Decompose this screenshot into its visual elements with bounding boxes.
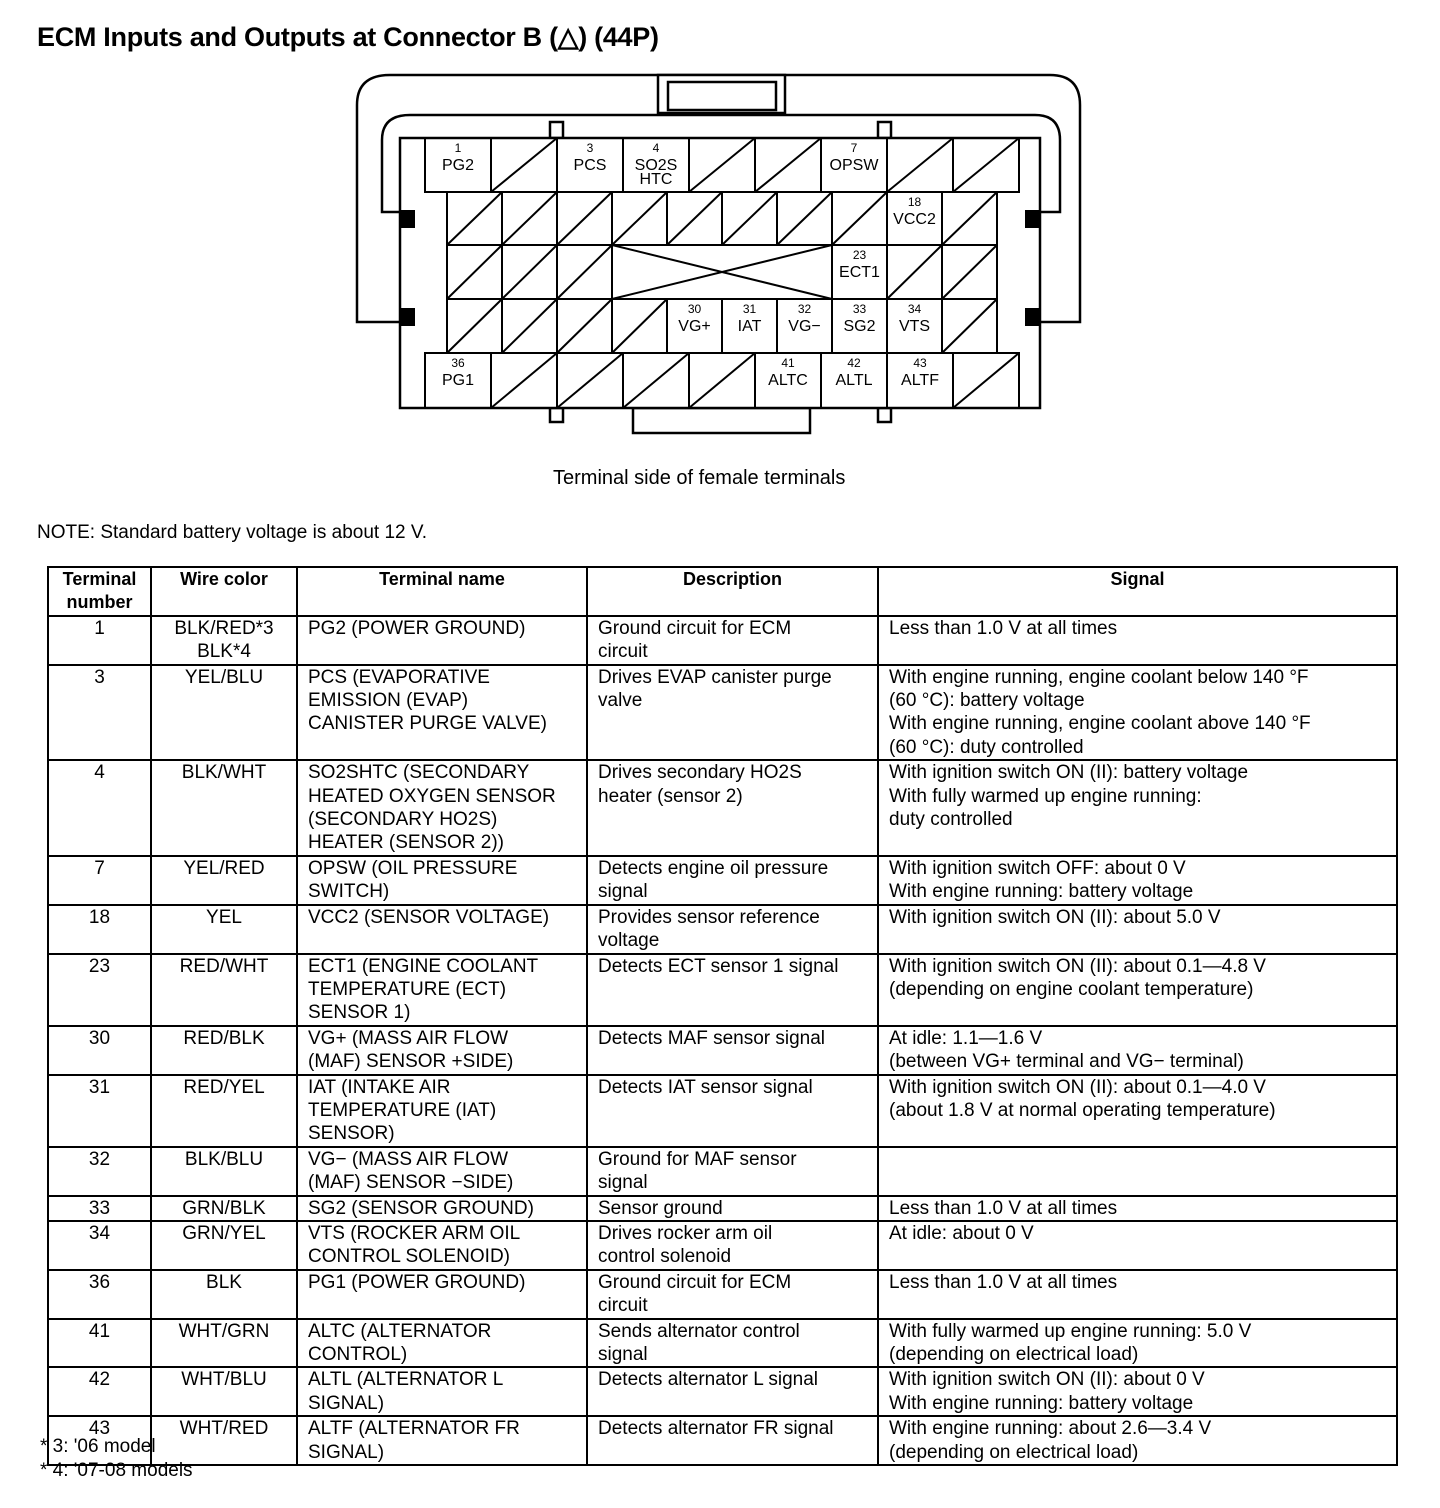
connector-bottom-tab — [633, 408, 810, 433]
description: Drives rocker arm oil control solenoid — [587, 1221, 878, 1270]
terminal-name: VTS (ROCKER ARM OIL CONTROL SOLENOID) — [297, 1221, 587, 1270]
table-header-row — [48, 567, 1397, 616]
terminal-signal-label: PG1 — [441, 372, 475, 389]
terminal-signal-label: ALTF — [901, 372, 939, 389]
wire-color: RED/BLK — [151, 1026, 297, 1075]
wire-color: WHT/BLU — [151, 1367, 297, 1416]
signal: With engine running, engine coolant below 140 °F (60 °C): battery voltage With engine running, engine coolant above 140 °F (60 °C): duty controlled — [878, 665, 1397, 761]
description: Detects ECT sensor 1 signal — [587, 954, 878, 1026]
signal: With ignition switch ON (II): about 0 V With engine running: battery voltage — [878, 1367, 1397, 1416]
table-row — [48, 1075, 1397, 1147]
table-row — [48, 1026, 1397, 1075]
terminal-signal-label: PG2 — [441, 157, 475, 174]
wire-color: RED/WHT — [151, 954, 297, 1026]
wire-color: GRN/YEL — [151, 1221, 297, 1270]
description: Ground for MAF sensor signal — [587, 1147, 878, 1196]
description: Sensor ground — [587, 1196, 878, 1221]
terminal-name: SG2 (SENSOR GROUND) — [297, 1196, 587, 1221]
wire-color: WHT/RED — [151, 1416, 297, 1465]
terminal-number-label: 7 — [850, 141, 858, 155]
signal: Less than 1.0 V at all times — [878, 1196, 1397, 1221]
wire-color: BLK/BLU — [151, 1147, 297, 1196]
terminal-number: 3 — [48, 665, 151, 761]
header-terminal-name: Terminal name — [297, 567, 587, 616]
note: NOTE: Standard battery voltage is about 12 V. — [37, 522, 428, 543]
description: Ground circuit for ECM circuit — [587, 1270, 878, 1319]
terminal-name: PG1 (POWER GROUND) — [297, 1270, 587, 1319]
table-row — [48, 760, 1397, 856]
terminal-signal-label: PCS — [573, 157, 607, 174]
terminal-number: 18 — [48, 905, 151, 954]
description: Sends alternator control signal — [587, 1319, 878, 1368]
signal: With engine running: about 2.6—3.4 V (depending on electrical load) — [878, 1416, 1397, 1465]
terminal-signal-label: VG− — [788, 318, 821, 335]
terminal-signal-label: VG+ — [678, 318, 711, 335]
terminal-name: ECT1 (ENGINE COOLANT TEMPERATURE (ECT) SENSOR 1) — [297, 954, 587, 1026]
footnote-3: * 3: '06 model — [40, 1436, 156, 1457]
terminal-signal-label: ALTC — [768, 372, 808, 389]
table-row — [48, 1367, 1397, 1416]
connector-top-latch — [658, 75, 785, 113]
table-row — [48, 1416, 1397, 1465]
terminal-name: OPSW (OIL PRESSURE SWITCH) — [297, 856, 587, 905]
description: Detects engine oil pressure signal — [587, 856, 878, 905]
terminal-number: 32 — [48, 1147, 151, 1196]
description: Drives EVAP canister purge valve — [587, 665, 878, 761]
terminal-name: SO2SHTC (SECONDARY HEATED OXYGEN SENSOR (SECONDARY HO2S) HEATER (SENSOR 2)) — [297, 760, 587, 856]
terminal-number-label: 42 — [847, 356, 861, 370]
table-row — [48, 1196, 1397, 1221]
terminal-signal-label: VCC2 — [893, 211, 936, 228]
terminal-number-label: 36 — [451, 356, 465, 370]
terminal-number-label: 34 — [907, 302, 922, 316]
wire-color: BLK/WHT — [151, 760, 297, 856]
terminal-number: 1 — [48, 616, 151, 665]
terminal-name: ALTF (ALTERNATOR FR SIGNAL) — [297, 1416, 587, 1465]
terminal-number-label: 18 — [907, 195, 922, 209]
description: Detects alternator FR signal — [587, 1416, 878, 1465]
terminal-name: PG2 (POWER GROUND) — [297, 616, 587, 665]
page-title: ECM Inputs and Outputs at Connector B (△) (44P) — [37, 22, 659, 52]
terminal-signal-label: SO2S — [634, 157, 678, 174]
description: Ground circuit for ECM circuit — [587, 616, 878, 665]
terminal-number: 4 — [48, 760, 151, 856]
terminal-number-label: 41 — [781, 356, 795, 370]
terminal-signal-label: ECT1 — [839, 264, 880, 281]
header-wire-color: Wire color — [151, 567, 297, 616]
signal: With ignition switch ON (II): about 5.0 V — [878, 905, 1397, 954]
terminal-number: 43 — [48, 1416, 151, 1465]
table-row — [48, 1319, 1397, 1368]
wire-color: WHT/GRN — [151, 1319, 297, 1368]
terminal-signal-label: VTS — [898, 318, 931, 335]
signal: With ignition switch ON (II): about 0.1—4.8 V (depending on engine coolant temperature) — [878, 954, 1397, 1026]
terminal-name: PCS (EVAPORATIVE EMISSION (EVAP) CANISTER PURGE VALVE) — [297, 665, 587, 761]
terminal-number: 31 — [48, 1075, 151, 1147]
terminal-name: VCC2 (SENSOR VOLTAGE) — [297, 905, 587, 954]
connector-diagram — [0, 0, 1440, 450]
signal: With ignition switch ON (II): battery voltage With fully warmed up engine running: duty controlled — [878, 760, 1397, 856]
diagram-caption: Terminal side of female terminals — [553, 467, 846, 489]
terminal-name: ALTC (ALTERNATOR CONTROL) — [297, 1319, 587, 1368]
terminal-number-label: 33 — [852, 302, 867, 316]
wire-color: BLK/RED*3 BLK*4 — [151, 616, 297, 665]
terminal-number: 42 — [48, 1367, 151, 1416]
signal: With ignition switch ON (II): about 0.1—4.0 V (about 1.8 V at normal operating temperature) — [878, 1075, 1397, 1147]
header-description: Description — [587, 567, 878, 616]
terminal-number: 7 — [48, 856, 151, 905]
terminal-number-label: 31 — [742, 302, 757, 316]
terminal-number: 30 — [48, 1026, 151, 1075]
description: Detects MAF sensor signal — [587, 1026, 878, 1075]
terminal-table — [47, 566, 1398, 1466]
terminal-number-label: 43 — [913, 356, 927, 370]
terminal-name: ALTL (ALTERNATOR L SIGNAL) — [297, 1367, 587, 1416]
signal: At idle: 1.1—1.6 V (between VG+ terminal and VG− terminal) — [878, 1026, 1397, 1075]
wire-color: BLK — [151, 1270, 297, 1319]
terminal-signal-label: ALTL — [835, 372, 873, 389]
table-row — [48, 1147, 1397, 1196]
terminal-signal-label: SG2 — [843, 318, 876, 335]
terminal-number-label: 23 — [852, 248, 867, 262]
terminal-number-label: 1 — [454, 141, 462, 155]
terminal-number: 41 — [48, 1319, 151, 1368]
terminal-name: VG+ (MASS AIR FLOW (MAF) SENSOR +SIDE) — [297, 1026, 587, 1075]
terminal-name: IAT (INTAKE AIR TEMPERATURE (IAT) SENSOR) — [297, 1075, 587, 1147]
terminal-name: VG− (MASS AIR FLOW (MAF) SENSOR −SIDE) — [297, 1147, 587, 1196]
table-row — [48, 616, 1397, 665]
description: Drives secondary HO2S heater (sensor 2) — [587, 760, 878, 856]
wire-color: YEL — [151, 905, 297, 954]
description: Provides sensor reference voltage — [587, 905, 878, 954]
terminal-signal-label: IAT — [737, 318, 762, 335]
signal — [878, 1147, 1397, 1196]
table-row — [48, 1270, 1397, 1319]
terminal-number: 34 — [48, 1221, 151, 1270]
terminal-number-label: 32 — [797, 302, 812, 316]
signal: With ignition switch OFF: about 0 V With engine running: battery voltage — [878, 856, 1397, 905]
description: Detects IAT sensor signal — [587, 1075, 878, 1147]
terminal-signal-label: HTC — [639, 171, 673, 188]
terminal-number: 23 — [48, 954, 151, 1026]
signal: Less than 1.0 V at all times — [878, 1270, 1397, 1319]
terminal-number: 36 — [48, 1270, 151, 1319]
description: Detects alternator L signal — [587, 1367, 878, 1416]
signal: At idle: about 0 V — [878, 1221, 1397, 1270]
table-row — [48, 905, 1397, 954]
terminal-number-label: 4 — [652, 141, 660, 155]
table-row — [48, 954, 1397, 1026]
table-row — [48, 856, 1397, 905]
signal: With fully warmed up engine running: 5.0 V (depending on electrical load) — [878, 1319, 1397, 1368]
footnote-4: * 4: '07-08 models — [40, 1460, 193, 1481]
wire-color: YEL/RED — [151, 856, 297, 905]
wire-color: YEL/BLU — [151, 665, 297, 761]
table-row — [48, 665, 1397, 761]
terminal-number-label: 3 — [586, 141, 594, 155]
terminal-number-label: 30 — [687, 302, 702, 316]
table-row — [48, 1221, 1397, 1270]
terminal-signal-label: OPSW — [829, 157, 879, 174]
signal: Less than 1.0 V at all times — [878, 616, 1397, 665]
wire-color: RED/YEL — [151, 1075, 297, 1147]
header-terminal-number: Terminal number — [48, 567, 151, 616]
wire-color: GRN/BLK — [151, 1196, 297, 1221]
header-signal: Signal — [878, 567, 1397, 616]
terminal-number: 33 — [48, 1196, 151, 1221]
